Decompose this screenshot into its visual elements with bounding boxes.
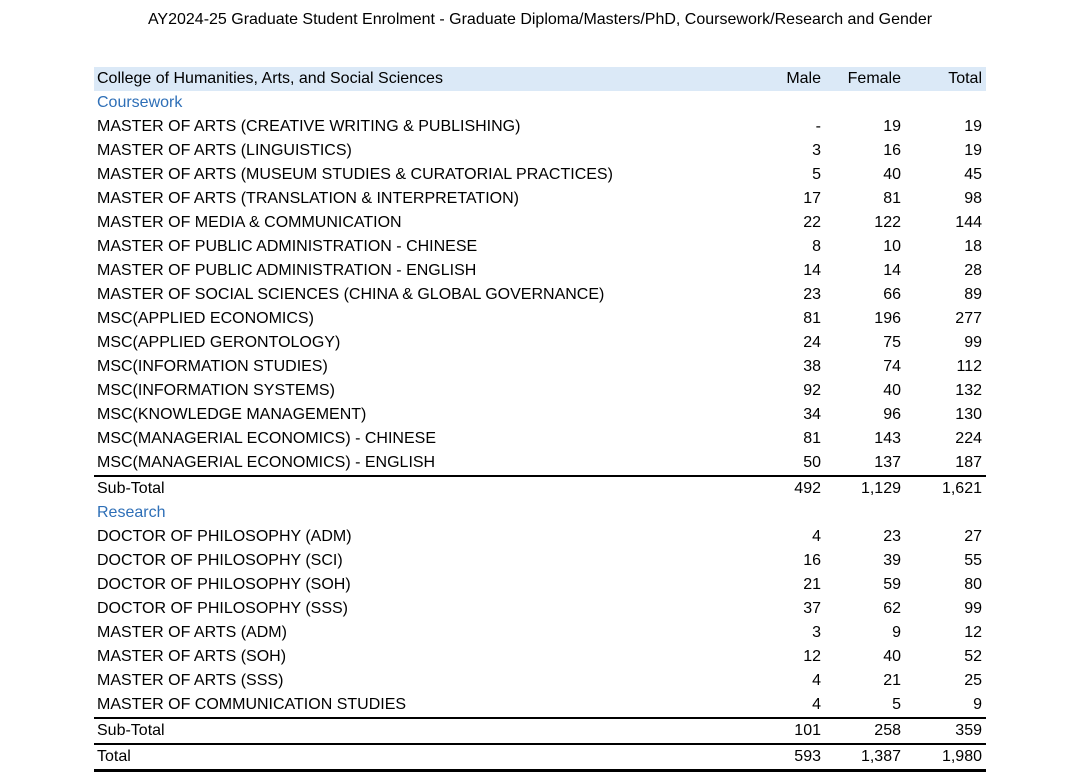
male-count: 17 [803,190,821,207]
subtotal-male: 101 [744,718,825,744]
table-row [94,259,986,283]
research-subtotal-row [94,718,986,744]
table-row [94,211,986,235]
female-count: 16 [883,142,901,159]
table-row [94,451,986,476]
total-count: 187 [955,454,982,471]
female-column-header: Female [825,67,905,91]
table-row [94,669,986,693]
program-name: DOCTOR OF PHILOSOPHY (SSS) [97,600,349,617]
table-row [94,427,986,451]
female-count: 62 [883,600,901,617]
male-count: 4 [812,672,821,689]
total-count: 99 [964,600,982,617]
table-row [94,235,986,259]
male-column-header: Male [744,67,825,91]
male-count: 12 [803,648,821,665]
table-row [94,693,986,718]
research-heading: Research [97,504,166,521]
grand-total-row [94,744,986,771]
female-count: 59 [883,576,901,593]
total-count: 99 [964,334,982,351]
table-row [94,573,986,597]
total-count: 25 [964,672,982,689]
total-count: 144 [955,214,982,231]
section-heading-row [94,91,986,115]
total-count: 28 [964,262,982,279]
subtotal-female: 258 [825,718,905,744]
total-count: 98 [964,190,982,207]
table-row [94,283,986,307]
male-count: - [815,118,821,135]
program-name: MSC(INFORMATION STUDIES) [97,358,328,375]
coursework-heading: Coursework [97,94,183,111]
table-header [94,67,986,91]
female-count: 40 [883,166,901,183]
male-count: 5 [812,166,821,183]
program-name: MSC(APPLIED ECONOMICS) [97,310,314,327]
total-male: 593 [744,744,825,771]
total-total: 1,980 [905,744,986,771]
program-name: MASTER OF ARTS (LINGUISTICS) [97,142,352,159]
total-count: 27 [964,528,982,545]
program-name: MSC(MANAGERIAL ECONOMICS) - CHINESE [97,430,436,447]
male-count: 50 [803,454,821,471]
total-count: 19 [964,118,982,135]
total-count: 112 [956,358,982,375]
program-name: MASTER OF PUBLIC ADMINISTRATION - CHINESE [97,238,478,255]
male-count: 37 [803,600,821,617]
program-name: MASTER OF ARTS (SSS) [97,672,284,689]
total-label: Total [94,744,744,771]
program-name: DOCTOR OF PHILOSOPHY (ADM) [97,528,352,545]
male-count: 4 [812,528,821,545]
table-row [94,331,986,355]
total-count: 19 [964,142,982,159]
male-count: 3 [812,624,821,641]
total-count: 89 [964,286,982,303]
female-count: 122 [874,214,901,231]
document-title: AY2024-25 Graduate Student Enrolment - Graduate Diploma/Masters/PhD, Coursework/Research and Gender [147,11,933,28]
male-count: 3 [812,142,821,159]
subtotal-male: 492 [744,476,825,501]
college-name: College of Humanities, Arts, and Social Sciences [94,67,744,91]
total-count: 277 [955,310,982,327]
male-count: 8 [812,238,821,255]
total-count: 224 [955,430,982,447]
female-count: 74 [883,358,901,375]
male-count: 81 [803,430,821,447]
table-row [94,379,986,403]
subtotal-label: Sub-Total [94,718,744,744]
female-count: 137 [874,454,901,471]
subtotal-female: 1,129 [825,476,905,501]
female-count: 40 [883,648,901,665]
table-row [94,115,986,139]
male-count: 22 [803,214,821,231]
program-name: MASTER OF ARTS (CREATIVE WRITING & PUBLISHING) [97,118,521,135]
subtotal-total: 1,621 [905,476,986,501]
section-heading-row [94,501,986,525]
male-count: 16 [803,552,821,569]
male-count: 24 [803,334,821,351]
program-name: MASTER OF SOCIAL SCIENCES (CHINA & GLOBAL GOVERNANCE) [97,286,605,303]
total-female: 1,387 [825,744,905,771]
female-count: 39 [883,552,901,569]
total-count: 52 [964,648,982,665]
program-name: MSC(KNOWLEDGE MANAGEMENT) [97,406,367,423]
header-row [94,67,986,91]
total-count: 80 [964,576,982,593]
table-row [94,549,986,573]
program-name: MSC(INFORMATION SYSTEMS) [97,382,335,399]
male-count: 21 [803,576,821,593]
male-count: 14 [803,262,821,279]
male-count: 34 [803,406,821,423]
program-name: MASTER OF ARTS (TRANSLATION & INTERPRETATION) [97,190,519,207]
table-row [94,163,986,187]
female-count: 143 [874,430,901,447]
table-row [94,139,986,163]
subtotal-label: Sub-Total [94,476,744,501]
total-count: 55 [964,552,982,569]
total-count: 9 [973,696,982,713]
female-count: 5 [892,696,901,713]
female-count: 19 [883,118,901,135]
male-count: 81 [803,310,821,327]
program-name: DOCTOR OF PHILOSOPHY (SCI) [97,552,343,569]
female-count: 23 [883,528,901,545]
program-name: MASTER OF ARTS (ADM) [97,624,287,641]
female-count: 9 [892,624,901,641]
program-name: MSC(APPLIED GERONTOLOGY) [97,334,341,351]
total-count: 132 [955,382,982,399]
male-count: 23 [803,286,821,303]
female-count: 75 [883,334,901,351]
total-count: 12 [964,624,982,641]
enrolment-table [94,67,986,772]
table-row [94,645,986,669]
table-row [94,403,986,427]
table-row [94,621,986,645]
total-count: 130 [955,406,982,423]
program-name: MASTER OF PUBLIC ADMINISTRATION - ENGLISH [97,262,477,279]
program-name: MASTER OF MEDIA & COMMUNICATION [97,214,402,231]
table-row [94,597,986,621]
program-name: MASTER OF ARTS (MUSEUM STUDIES & CURATORIAL PRACTICES) [97,166,613,183]
table-row [94,355,986,379]
program-name: DOCTOR OF PHILOSOPHY (SOH) [97,576,351,593]
table-row [94,525,986,549]
table-row [94,187,986,211]
male-count: 92 [803,382,821,399]
subtotal-total: 359 [905,718,986,744]
male-count: 38 [803,358,821,375]
female-count: 66 [883,286,901,303]
table-row [94,307,986,331]
coursework-subtotal-row [94,476,986,501]
female-count: 21 [883,672,901,689]
female-count: 10 [883,238,901,255]
total-column-header: Total [905,67,986,91]
program-name: MASTER OF ARTS (SOH) [97,648,287,665]
female-count: 196 [874,310,901,327]
male-count: 4 [812,696,821,713]
total-count: 45 [964,166,982,183]
female-count: 14 [883,262,901,279]
program-name: MASTER OF COMMUNICATION STUDIES [97,696,407,713]
female-count: 40 [883,382,901,399]
table-body [94,91,986,771]
program-name: MSC(MANAGERIAL ECONOMICS) - ENGLISH [97,454,436,471]
female-count: 81 [883,190,901,207]
female-count: 96 [883,406,901,423]
total-count: 18 [964,238,982,255]
